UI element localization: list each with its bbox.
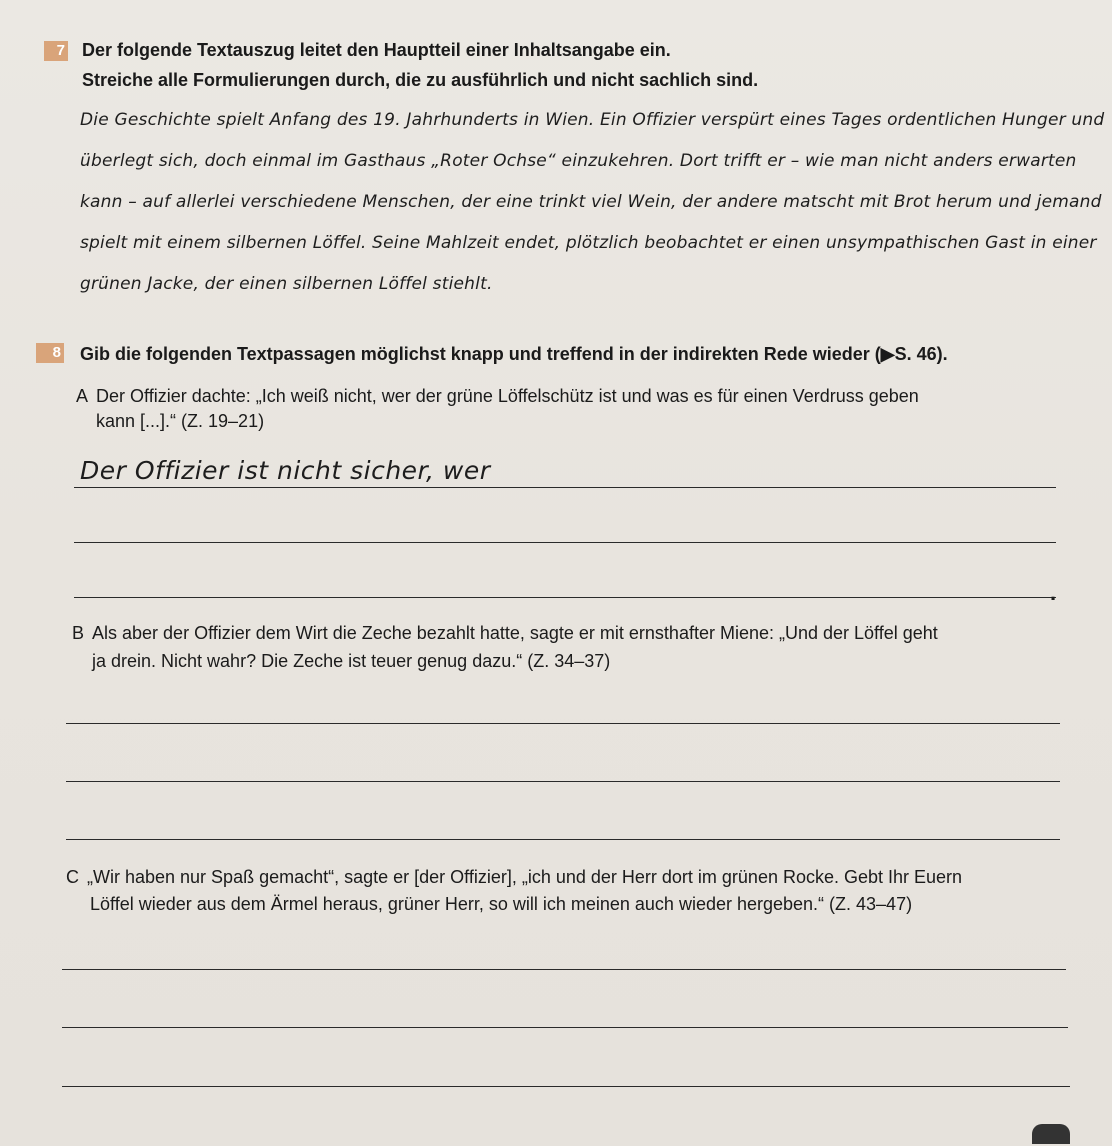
item-c-line2: Löffel wieder aus dem Ärmel heraus, grüner Herr, so will ich meinen auch wieder hergeben.“ (Z. 43–47) [90,894,913,914]
item-b-text: Als aber der Offizier dem Wirt die Zeche bezahlt hatte, sagte er mit ernsthafter Miene: „Und der Löffel geht [92,623,938,643]
period-mark: . [1050,580,1057,605]
item-c-answer-line[interactable] [62,1027,1068,1028]
item-c-text: „Wir haben nur Spaß gemacht“, sagte er [der Offizier], „ich und der Herr dort im grünen Rocke. Gebt Ihr Euern [87,867,963,887]
task-7-text-line: grünen Jacke, der einen silbernen Löffel stiehlt. [80,274,493,294]
item-c-line1 [66,864,962,891]
task-7-instruction-line1: Der folgende Textauszug leitet den Hauptteil einer Inhaltsangabe ein. [82,40,671,60]
task-8-number: 8 [36,343,64,363]
task-7-instruction-line2: Streiche alle Formulierungen durch, die zu ausführlich und nicht sachlich sind. [82,70,759,90]
task-7-text-line: Die Geschichte spielt Anfang des 19. Jahrhunderts in Wien. Ein Offizier verspürt eines Tages ordentlichen Hunger und [80,110,1105,130]
task-7-text-line: kann – auf allerlei verschiedene Menschen, der eine trinkt viel Wein, der andere matscht mit Brot herum und jemand [80,192,1102,212]
item-b-answer-line[interactable] [66,839,1060,840]
page-corner-mark [1032,1124,1070,1144]
item-a-label: A [76,386,89,406]
item-a-text: Der Offizier dachte: „Ich weiß nicht, wer der grüne Löffelschütz ist und was es für einen Verdruss geben [96,386,919,406]
item-b-answer-line[interactable] [66,723,1060,724]
item-b-line2: ja drein. Nicht wahr? Die Zeche ist teuer genug dazu.“ (Z. 34–37) [92,651,611,671]
task-8-instruction: Gib die folgenden Textpassagen möglichst knapp und treffend in der indirekten Rede wieder (▶S. 46). [80,344,948,364]
item-a-line1 [76,383,919,410]
item-c-answer-line[interactable] [62,1086,1070,1087]
item-a-answer-line[interactable] [74,542,1056,543]
item-b-label: B [72,623,85,643]
item-b-answer-line[interactable] [66,781,1060,782]
item-c-answer-line[interactable] [62,969,1066,970]
item-b-line1 [72,620,938,647]
item-a-answer-line[interactable] [74,597,1056,598]
task-7-number: 7 [44,41,68,61]
item-a-answer-line[interactable] [74,487,1056,488]
item-a-line2: kann [...].“ (Z. 19–21) [96,411,265,431]
item-c-label: C [66,867,79,887]
task-7-text-line: spielt mit einem silbernen Löffel. Seine Mahlzeit endet, plötzlich beobachtet er einen unsympathischen Gast in einer [80,233,1097,253]
item-a-handwritten-answer: Der Offizier ist nicht sicher, wer [80,456,491,485]
task-7-text-line: überlegt sich, doch einmal im Gasthaus „Roter Ochse“ einzukehren. Dort trifft er – wie man nicht anders erwarten [80,151,1077,171]
